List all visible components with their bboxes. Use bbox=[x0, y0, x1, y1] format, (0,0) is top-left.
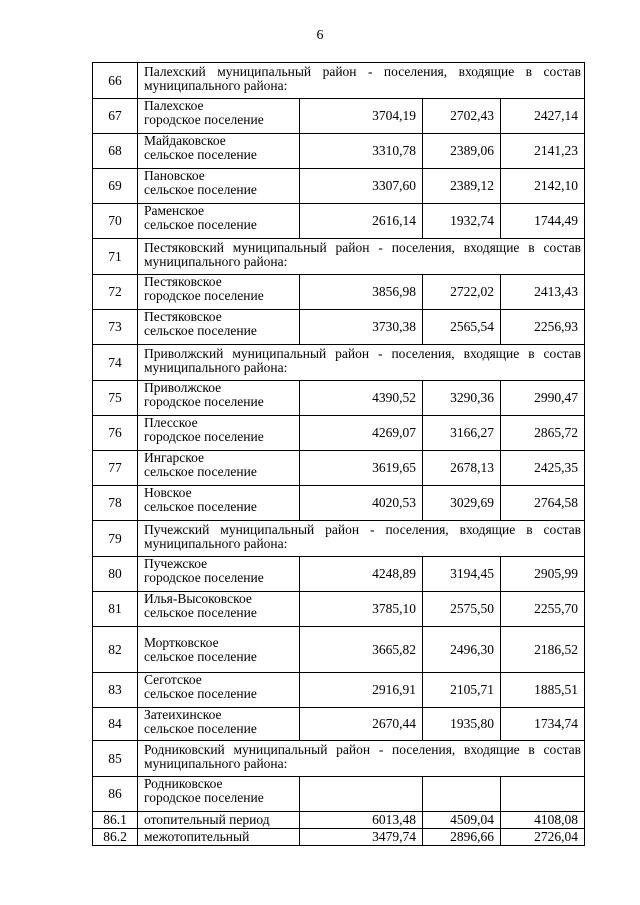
district-name: Пучежский муниципальный район - поселения, входящие в состав муниципального района: bbox=[138, 521, 585, 557]
settlement-name-line-2: сельское поселение bbox=[144, 648, 257, 664]
settlement-name-line-2: сельское поселение bbox=[144, 464, 257, 479]
value-col-1: 3479,74 bbox=[300, 829, 423, 846]
row-number: 72 bbox=[93, 275, 138, 310]
settlement-name-line-1: Майдаковское bbox=[144, 133, 226, 148]
district-name: Приволжский муниципальный район - поселения, входящие в состав муниципального района: bbox=[138, 345, 585, 381]
value-col-1: 3856,98 bbox=[300, 275, 423, 310]
table-row bbox=[93, 310, 585, 345]
value-col-1: 4020,53 bbox=[300, 486, 423, 521]
settlement-name-line-1: Родниковское bbox=[144, 776, 223, 791]
row-number: 80 bbox=[93, 557, 138, 592]
district-header-row bbox=[93, 741, 585, 777]
settlement-name-line-1: Сеготское bbox=[144, 672, 202, 687]
settlement-name-line-2: сельское поселение bbox=[144, 686, 257, 701]
settlement-name-line-1: Приволжское bbox=[144, 380, 222, 395]
row-number: 73 bbox=[93, 310, 138, 345]
value-col-3: 1744,49 bbox=[501, 204, 585, 239]
settlement-name-line-2: городское поселение bbox=[144, 394, 264, 409]
table-row bbox=[93, 592, 585, 627]
table-row bbox=[93, 134, 585, 169]
value-col-3: 2142,10 bbox=[501, 169, 585, 204]
row-number: 86.1 bbox=[93, 812, 138, 829]
settlement-name-line-1: Ингарское bbox=[144, 450, 205, 465]
row-number: 75 bbox=[93, 381, 138, 416]
settlement-name-line-2: сельское поселение bbox=[144, 182, 257, 197]
table-row bbox=[93, 99, 585, 134]
value-col-2: 2678,13 bbox=[423, 451, 501, 486]
value-col-3: 2425,35 bbox=[501, 451, 585, 486]
settlement-name-line-1: Пучежское bbox=[144, 556, 208, 571]
table-row bbox=[93, 673, 585, 708]
value-col-1: 3730,38 bbox=[300, 310, 423, 345]
settlement-name bbox=[138, 416, 300, 451]
value-col-3 bbox=[501, 777, 585, 812]
value-col-2: 3029,69 bbox=[423, 486, 501, 521]
settlement-name-line-2: городское поселение bbox=[144, 790, 264, 805]
value-col-1: 4248,89 bbox=[300, 557, 423, 592]
settlement-name bbox=[138, 627, 300, 673]
settlement-name-line-2: сельское поселение bbox=[144, 721, 257, 736]
settlement-name-line-2: городское поселение bbox=[144, 570, 264, 585]
row-number: 83 bbox=[93, 673, 138, 708]
settlement-name-line-1: Илья-Высоковское bbox=[144, 591, 252, 606]
value-col-2: 2575,50 bbox=[423, 592, 501, 627]
table-row bbox=[93, 416, 585, 451]
settlement-name bbox=[138, 708, 300, 741]
row-number: 70 bbox=[93, 204, 138, 239]
row-number: 79 bbox=[93, 521, 138, 557]
settlement-name-line-2: сельское поселение bbox=[144, 217, 257, 232]
value-col-1: 2916,91 bbox=[300, 673, 423, 708]
district-name: Родниковский муниципальный район - поселения, входящие в состав муниципального района: bbox=[138, 741, 585, 777]
settlement-name bbox=[138, 275, 300, 310]
value-col-1: 6013,48 bbox=[300, 812, 423, 829]
value-col-2: 2105,71 bbox=[423, 673, 501, 708]
settlement-name bbox=[138, 557, 300, 592]
value-col-1: 3665,82 bbox=[300, 627, 423, 673]
settlement-name-line-1: Затеихинское bbox=[144, 707, 222, 722]
table-row bbox=[93, 451, 585, 486]
value-col-3: 2865,72 bbox=[501, 416, 585, 451]
value-col-2: 2389,06 bbox=[423, 134, 501, 169]
page-number: 6 bbox=[316, 28, 324, 43]
table-row bbox=[93, 275, 585, 310]
settlement-name-line-1: Плесское bbox=[144, 415, 198, 430]
value-col-2: 3290,36 bbox=[423, 381, 501, 416]
value-col-2: 1932,74 bbox=[423, 204, 501, 239]
settlement-name: отопительный период bbox=[138, 812, 300, 829]
settlement-name bbox=[138, 592, 300, 627]
settlement-name-line-2: сельское поселение bbox=[144, 499, 257, 514]
settlement-name-line-1: Пестяковское bbox=[144, 274, 222, 289]
settlement-name bbox=[138, 134, 300, 169]
value-col-3: 1885,51 bbox=[501, 673, 585, 708]
district-header-row bbox=[93, 521, 585, 557]
settlement-name bbox=[138, 204, 300, 239]
value-col-2: 3194,45 bbox=[423, 557, 501, 592]
table-row bbox=[93, 777, 585, 812]
settlement-name-line-1: Новское bbox=[144, 485, 192, 500]
table-row bbox=[93, 381, 585, 416]
table-row bbox=[93, 557, 585, 592]
district-header-row bbox=[93, 63, 585, 99]
row-number: 86.2 bbox=[93, 829, 138, 846]
row-number: 67 bbox=[93, 99, 138, 134]
settlement-name bbox=[138, 169, 300, 204]
table-row bbox=[93, 204, 585, 239]
row-number: 74 bbox=[93, 345, 138, 381]
value-col-1: 4269,07 bbox=[300, 416, 423, 451]
value-col-3: 2141,23 bbox=[501, 134, 585, 169]
row-number: 66 bbox=[93, 63, 138, 99]
value-col-3: 2764,58 bbox=[501, 486, 585, 521]
value-col-2: 2702,43 bbox=[423, 99, 501, 134]
district-name: Палехский муниципальный район - поселения, входящие в состав муниципального района: bbox=[138, 63, 585, 99]
settlement-name-line-1: Пестяковское bbox=[144, 309, 222, 324]
value-col-1: 3307,60 bbox=[300, 169, 423, 204]
value-col-2: 2496,30 bbox=[423, 627, 501, 673]
value-col-3: 2186,52 bbox=[501, 627, 585, 673]
table-row bbox=[93, 486, 585, 521]
row-number: 69 bbox=[93, 169, 138, 204]
value-col-1: 3704,19 bbox=[300, 99, 423, 134]
row-number: 77 bbox=[93, 451, 138, 486]
table-row bbox=[93, 708, 585, 741]
value-col-3: 2990,47 bbox=[501, 381, 585, 416]
row-number: 76 bbox=[93, 416, 138, 451]
value-col-1 bbox=[300, 777, 423, 812]
table-row bbox=[93, 812, 585, 829]
value-col-1: 4390,52 bbox=[300, 381, 423, 416]
settlement-name-line-2: городское поселение bbox=[144, 429, 264, 444]
settlement-name-line-2: городское поселение bbox=[144, 288, 264, 303]
settlement-name bbox=[138, 486, 300, 521]
value-col-3: 2413,43 bbox=[501, 275, 585, 310]
value-col-2: 3166,27 bbox=[423, 416, 501, 451]
value-col-2: 1935,80 bbox=[423, 708, 501, 741]
value-col-3: 2427,14 bbox=[501, 99, 585, 134]
value-col-2: 4509,04 bbox=[423, 812, 501, 829]
settlement-name-line-1: Мортковское bbox=[144, 634, 219, 650]
value-col-2: 2389,12 bbox=[423, 169, 501, 204]
settlement-name-line-1: Палехское bbox=[144, 98, 204, 113]
row-number: 84 bbox=[93, 708, 138, 741]
settlement-name-line-1: Раменское bbox=[144, 203, 205, 218]
value-col-3: 1734,74 bbox=[501, 708, 585, 741]
value-col-3: 2726,04 bbox=[501, 829, 585, 846]
row-number: 71 bbox=[93, 239, 138, 275]
row-number: 85 bbox=[93, 741, 138, 777]
district-header-row bbox=[93, 345, 585, 381]
value-col-3: 2256,93 bbox=[501, 310, 585, 345]
settlement-name-line-2: сельское поселение bbox=[144, 323, 257, 338]
settlement-name-line-2: городское поселение bbox=[144, 112, 264, 127]
settlement-name bbox=[138, 451, 300, 486]
row-number: 82 bbox=[93, 627, 138, 673]
value-col-3: 2905,99 bbox=[501, 557, 585, 592]
settlement-name bbox=[138, 381, 300, 416]
value-col-1: 2616,14 bbox=[300, 204, 423, 239]
value-col-2: 2565,54 bbox=[423, 310, 501, 345]
value-col-3: 4108,08 bbox=[501, 812, 585, 829]
settlement-name-line-2: сельское поселение bbox=[144, 605, 257, 620]
settlement-name bbox=[138, 777, 300, 812]
value-col-1: 3310,78 bbox=[300, 134, 423, 169]
value-col-2 bbox=[423, 777, 501, 812]
value-col-2: 2722,02 bbox=[423, 275, 501, 310]
row-number: 86 bbox=[93, 777, 138, 812]
value-col-3: 2255,70 bbox=[501, 592, 585, 627]
settlement-name bbox=[138, 310, 300, 345]
district-name: Пестяковский муниципальный район - поселения, входящие в состав муниципального района: bbox=[138, 239, 585, 275]
table-row bbox=[93, 829, 585, 846]
settlement-name-line-1: Пановское bbox=[144, 168, 205, 183]
value-col-2: 2896,66 bbox=[423, 829, 501, 846]
settlement-name: межотопительный bbox=[138, 829, 300, 846]
table-row bbox=[93, 169, 585, 204]
row-number: 68 bbox=[93, 134, 138, 169]
settlement-name-line-2: сельское поселение bbox=[144, 147, 257, 162]
table-row bbox=[93, 627, 585, 673]
tariff-table bbox=[92, 62, 585, 846]
value-col-1: 3619,65 bbox=[300, 451, 423, 486]
row-number: 78 bbox=[93, 486, 138, 521]
value-col-1: 3785,10 bbox=[300, 592, 423, 627]
row-number: 81 bbox=[93, 592, 138, 627]
value-col-1: 2670,44 bbox=[300, 708, 423, 741]
settlement-name bbox=[138, 673, 300, 708]
settlement-name bbox=[138, 99, 300, 134]
district-header-row bbox=[93, 239, 585, 275]
